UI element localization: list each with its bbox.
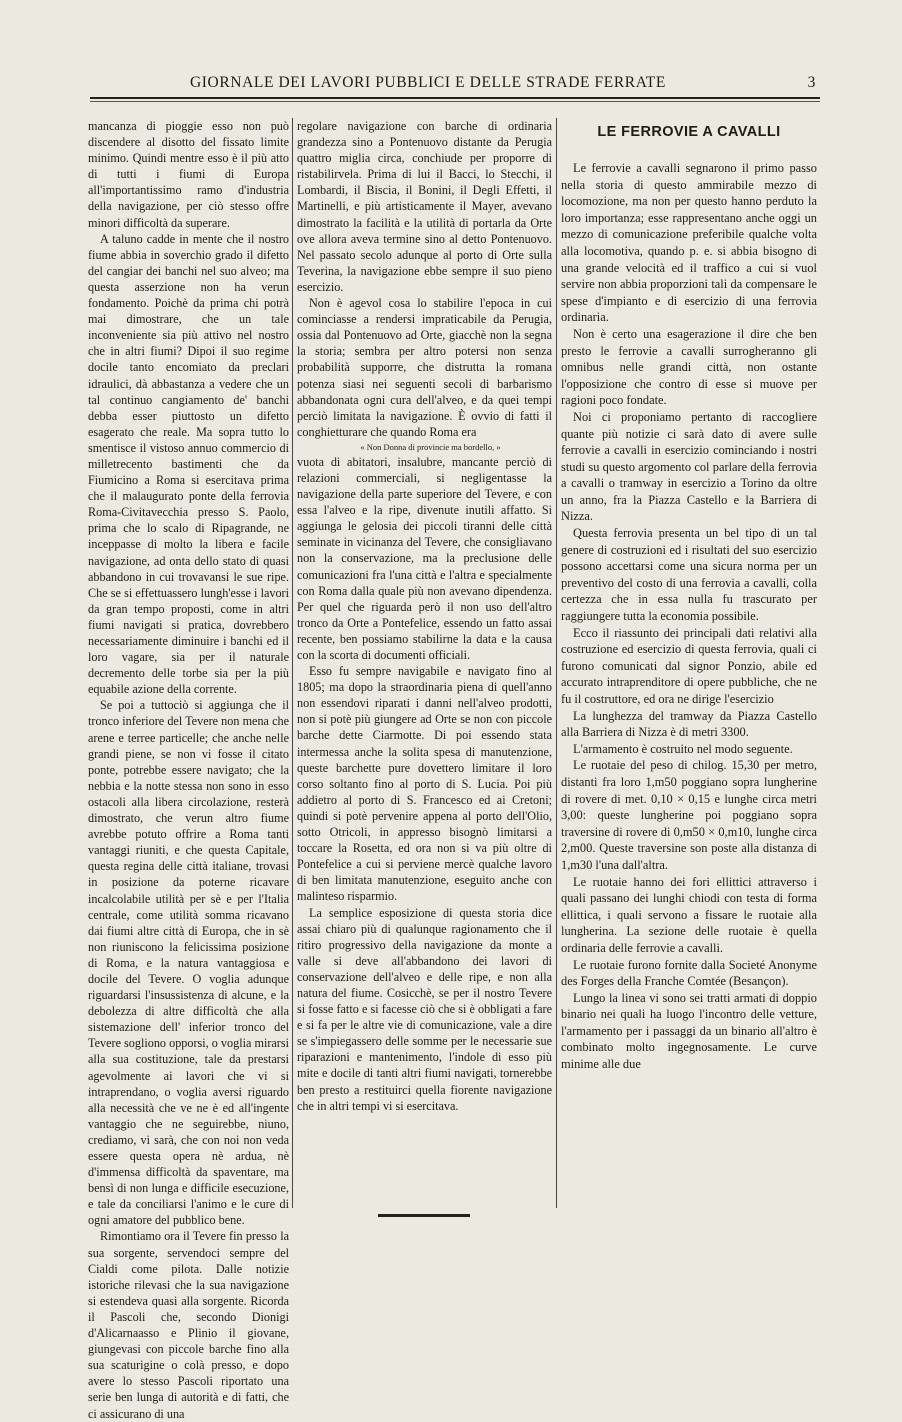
column-divider — [556, 118, 557, 1208]
page-number: 3 — [807, 74, 816, 91]
paragraph: regolare navigazione con barche di ordinaria grandezza sino a Pontenuovo distante da Perugia quattro miglia circa, conchiude per proporre di ristabilirvela. Prima di lui il Bacci, lo Stecchi, il Lombardi, il Biscia, il Bonini, il Degli Effetti, il Martinelli, e più artisticamente il Mayer, avevano dimostrato la facilità e la utilità di portarla da Orte ove allora aveva termine sino al detto Pontenuovo. Nel passato secolo adunque al porto di Orte sulla Teverina, la navigazione ebbe sempre il suo pieno esercizio. — [297, 119, 552, 294]
paragraph: Lungo la linea vi sono sei tratti armati di doppio binario nei quali ha luogo l'incontro delle vetture, l'armamento per i passaggi da un binario all'altro è combinato molto ingegnosamente. Le curve minime alle due — [561, 990, 817, 1072]
paragraph: Le ruotaie del peso di chilog. 15,30 per metro, distanti fra loro 1,m50 poggiano sopra lungherine di rovere di met. 0,10 × 0,15 e lunghe circa metri 3,00: queste lungherine poi poggiano sopra traversine di rovere di 0,m50 × 0,m10, lunghe circa 2,m00. Queste traversine son poste alla distanza di 1,m30 l'una dall'altra. — [561, 758, 817, 872]
paragraph: Le ferrovie a cavalli segnarono il primo passo nella storia di questo ammirabile mezzo di locomozione, ma non per questo hanno perduto la loro importanza; esse rappresentano anche oggi un mezzo di comunicazione preferibile qualche volta alla locomotiva, quando p. e. si abbia bisogno di una grande velocità ed il traffico a cui si vuol servire non abbia proporzioni tali da compensare le spese d'impianto e di esercizio di una ferrovia ordinaria. — [561, 161, 817, 325]
running-header — [160, 74, 824, 96]
paragraph: Noi ci proponiamo pertanto di raccogliere quante più notizie ci sarà dato di avere sulle ferrovie a cavalli in esercizio cominciando i nostri studi su questo argomento col parlare della ferrovia a cavalli o tramway in esercizio a Torino da oltre un anno, fra la Piazza Castello e la Barriera di Nizza. — [561, 409, 817, 524]
paragraph: Rimontiamo ora il Tevere fin presso la sua sorgente, servendoci sempre del Cialdi come pilota. Dalle notizie istoriche rilevasi che la sua navigazione si estendeva quasi alla sorgente. Ricorda il Pascoli che, secondo Dionigi d'Alicarnaasso e Plinio il giovane, giungevasi con piccole barche fino alla sua scaturigine o colà presso, e dopo avere lo stesso Pascoli riportato una serie ben lunga di autorità e di fatti, che ci assicurano di una — [88, 1229, 289, 1421]
column-1 — [88, 118, 289, 1422]
column-divider — [292, 118, 293, 1208]
verse-quote: « Non Donna di provincie ma bordello, » — [360, 441, 501, 452]
paragraph: L'armamento è costruito nel modo seguente. — [573, 741, 793, 756]
paragraph: La semplice esposizione di questa storia dice assai chiaro più di qualunque ragionamento che il ritiro progressivo della navigazione da monte a valle si deve all'abbandono dei lavori di conservazione dell'alveo e delle ripe, e non alla natura del fiume. Cosicchè, se per il nostro Tevere si fosse fatto e si facesse ciò che si è obbligati a fare e si fa per le altre vie di comunicazione, vale a dire se s'impiegassero delle somme per le necessarie sue riparazioni e mantenimento, l'indole di esso più mite e docile di tanti altri fiumi navigati, tornerebbe ben presto a restituirci quella fiorente navigazione che in altri tempi vi si esercitava. — [297, 905, 552, 1113]
paragraph: A taluno cadde in mente che il nostro fiume abbia in soverchio grado il difetto del cangiar dei banchi nel suo alveo; ma questa asserzione non ha verun fondamento. Poichè da prima chi potrà mai dimostrare, che un tale inconveniente sia più attivo nel nostro che in altri fiumi? Dipoi il suo regime docile tanto encomiato da preclari idraulici, dà abbastanza a vedere che un tal continuo cangiamento de' banchi debba esser piuttosto un difetto esagerato che reale. Ma sopra tutto lo smentisce il vistoso annuo commercio di milletrecento bastimenti che da Fiumicino a Roma si esercitava prima che il malaugurato ponte della ferrovia Roma-Civitavecchia presso S. Paolo, prima che lo scalo di Ripagrande, ne inceppasse di molto la libera e facile navigazione, ad onta dello stato di quasi abbandono in cui trovavansi le sue ripe. Che se si effettuassero lungh'esse i lavori da gran tempo proposti, come in altri fiumi navigati si pratica, dovrebbero necessariamente diminuire i banchi ed il loro vagare, sia per il naturale decremento delle torbe sia per la più equabile azione della corrente. — [88, 231, 289, 697]
paragraph: Non è agevol cosa lo stabilire l'epoca in cui cominciasse a rendersi impraticabile da Perugia, ossia dal Pontenuovo ad Orte, giacchè non la segna la storia; sembra per altro potersi non senza probabilità supporre, che distrutta la romana potenza siasi nei seguenti secoli di barbarismo abbandonata ogni cura dell'alveo, e da quei tempi perciò limitata la navigazione. È ovvio di fatti il conghietturare che quando Roma era — [297, 296, 552, 439]
paragraph: Ecco il riassunto dei principali dati relativi alla costruzione ed esercizio di questa ferrovia, quali ci furono comunicati dal signor Ponzio, abile ed accurato intraprenditore di opere pubbliche, che ne fu il costruttore, ed ora ne dirige l'esercizio — [561, 625, 817, 706]
paragraph: vuota di abitatori, insalubre, mancante perciò di relazioni commerciali, si negligentasse la navigazione della parte superiore del Tevere, e con essa l'alveo e la ripe, divenute inutili affatto. Si aggiunga le gelosia dei piccoli tiranni delle città seminate in vicinanza del Tevere, che consigliavano non la conservazione, ma la preclusione delle comunicazioni fra l'una città e l'altra e specialmente con Roma dalla quale più non avevano dipendenza. Per quel che riguarda però il non uso dell'altro tronco da Orte a Pontefelice, essendo un fatto assai recente, ben possiamo stabilirne la data e la causa con la scorta di documenti officiali. — [297, 454, 552, 662]
journal-title: GIORNALE DEI LAVORI PUBBLICI E DELLE STRADE FERRATE — [190, 74, 666, 91]
header-rule — [90, 97, 820, 102]
article-end-rule — [378, 1214, 470, 1217]
column-3 — [561, 160, 817, 1073]
paragraph: Le ruotaie furono fornite dalla Societé Anonyme des Forges della Franche Comtée (Besançon). — [561, 957, 817, 989]
paragraph: La lunghezza del tramway da Piazza Castello alla Barriera di Nizza è di metri 3300. — [561, 708, 817, 740]
paragraph: Questa ferrovia presenta un bel tipo di un tal genere di costruzioni ed i risultati del suo esercizio possono accettarsi come una sicura norma per un preventivo del costo di una ferrovia a cavalli, colla certezza che in essa nulla fu trascurato per raggiungere tutta la economia possibile. — [561, 526, 817, 624]
paragraph: Le ruotaie hanno dei fori ellittici attraverso i quali passano dei lunghi chiodi con testa di forma ellittica, i quali servono a fissare le ruotaie alla lungherina. La sezione delle ruotaie è quella ordinaria delle ferrovie a cavalli. — [561, 874, 817, 955]
section-title: LE FERROVIE A CAVALLI — [597, 124, 781, 140]
column-2 — [297, 118, 552, 1114]
paragraph: mancanza di pioggie esso non può discendere al disotto del fissato limite minimo. Quindi mentre esso è il più atto di tutti i fiumi di Europa all'importantissimo ramo d'industria della navigazione, per ciò stesso offre minori difficoltà da superare. — [88, 119, 289, 230]
paragraph: Se poi a tuttociò si aggiunga che il tronco inferiore del Tevere non mena che arene e terree particelle; che anche nelle grandi piene, se non vi fosse il citato ponte, potrebbe essere navigato; che la nebbia e la notte stessa non sono in esso ostacoli alla libera circolazione, resterà dimostrato, che verun altro fiume avrebbe potuto offrire a Roma tanti vantaggi riuniti, e che questa Capitale, questa regina delle città italiane, trovasi in posizione da poterne ricavare incalcolabile utilità per sè e per l'Italia centrale, come utilità somma ricavano dai fiumi altre città di Europa, che in sè non riuniscono la felicissima posizione di Roma, e la natura vantaggiosa e docile del Tevere. O voglia adunque riguardarsi l'insussistenza di alcune, e la debolezza di altre difficoltà che alla sistemazione dell' inferior tronco del Tevere sogliono opporsi, o voglia mirarsi alla sua costituzione, tale da prestarsi agevolmente ai lavori che vi si intraprendano, o voglia aversi riguardo alla necessità che ve ne è ed all'ingente vantaggio che ne seguirebbe, niuno, crediamo, vi sarà, che con noi non veda essere questa opera nè ardua, nè d'immensa difficoltà da spaventare, ma bensì di non lunga e difficile esecuzione, e tale da conciliarsi l'animo e le cure di ogni amatore del pubblico bene. — [88, 698, 289, 1228]
paragraph: Non è certo una esagerazione il dire che ben presto le ferrovie a cavalli surrogheranno gli omnibus nelle grandi città, non ostante l'opposizione che contro di esse si muove per ragioni poco fondate. — [561, 326, 817, 408]
paragraph: Esso fu sempre navigabile e navigato fino al 1805; ma dopo la straordinaria piena di quell'anno non essendovi riparati i danni nell'alveo prodotti, non si potè più giungere ad Orte se non con piccole barche dette Ciarmotte. Di poi essendo stata intermessa anche la solita spesa di manutenzione, queste barchette pure dovettero limitare il loro corso soltanto fino al porto di S. Lucia. Poi più addietro al porto di S. Francesco ed ai Cretoni; quindi si potè pervenire appena al porto dell'Olio, sotto Otricoli, in appresso bisognò limitarsi a toccare la Rosetta, ed ora non si va più oltre di Pontefelice a cui si perviene mercè qualche lavoro di ben limitata manutenzione, eseguito anche con malinteso risparmio. — [297, 664, 552, 904]
